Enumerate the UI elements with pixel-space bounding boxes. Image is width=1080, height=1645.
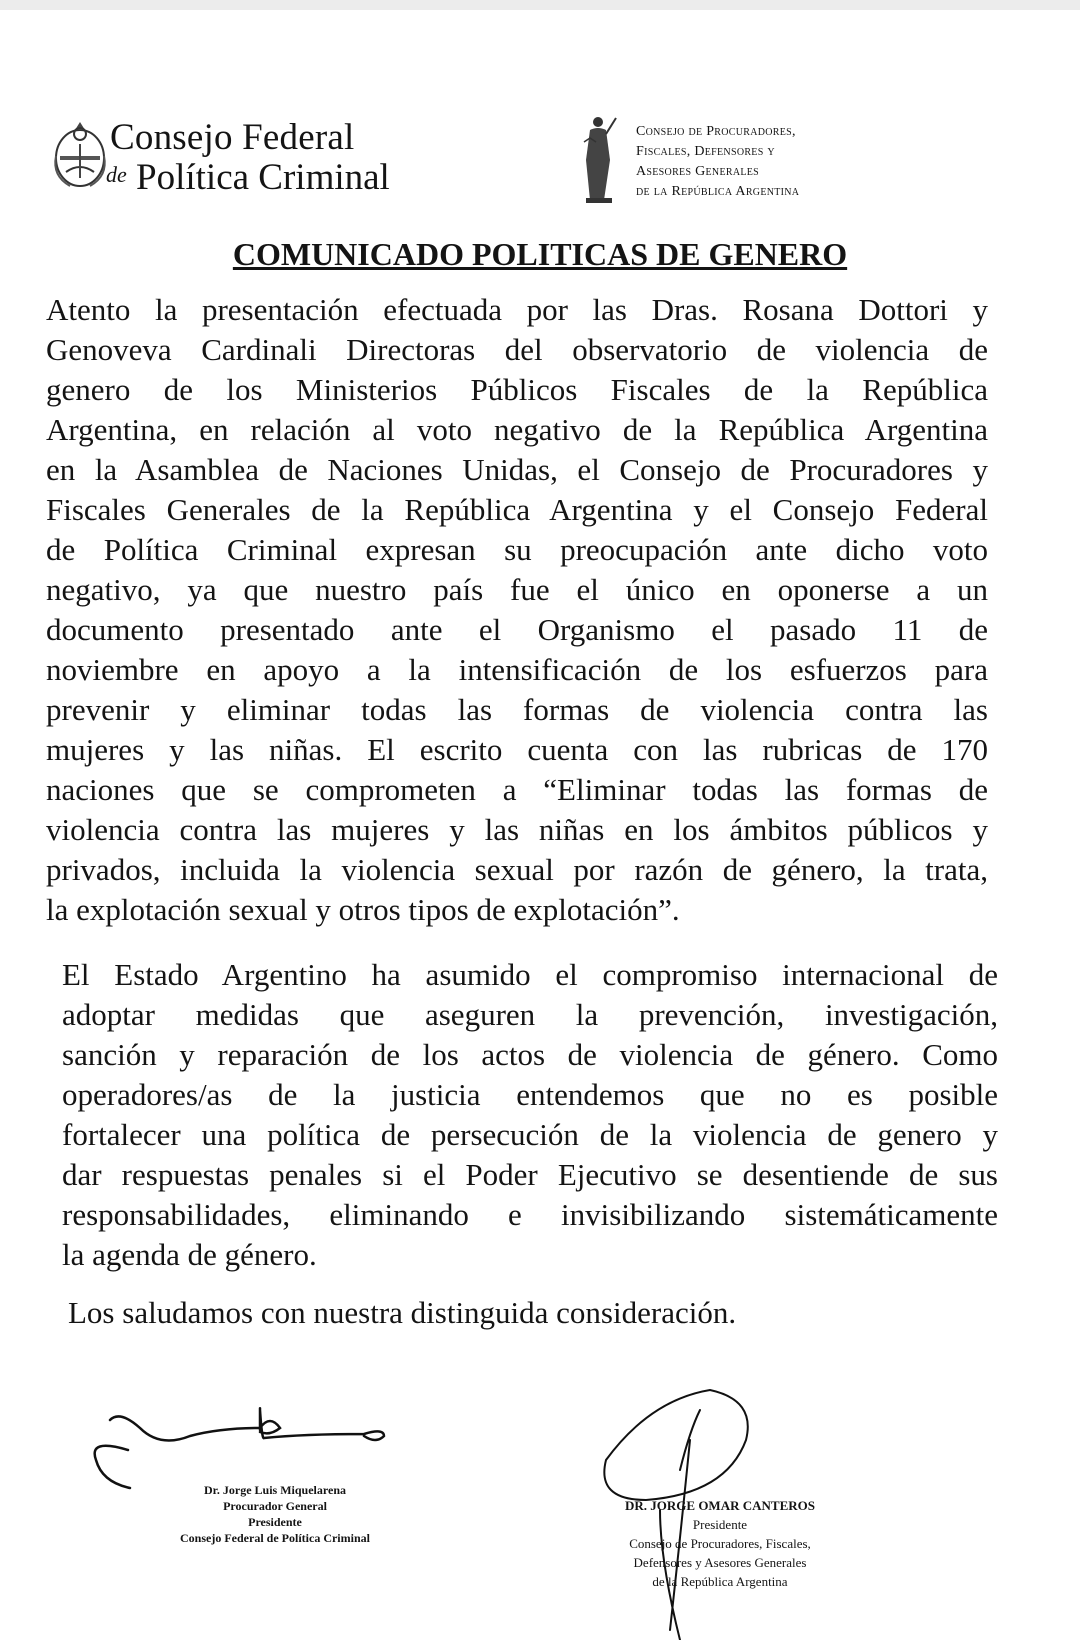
text-line: la agenda de género. <box>62 1237 317 1272</box>
text-line: prevenir y eliminar todas las formas de violencia contra las <box>46 692 988 727</box>
text-line: fortalecer una política de persecución de la violencia de genero y <box>62 1117 998 1152</box>
text-line: violencia contra las mujeres y las niñas en los ámbitos públicos y <box>46 812 988 847</box>
org-right-text <box>636 122 799 202</box>
text-line: dar respuestas penales si el Poder Ejecutivo se desentiende de sus <box>62 1157 998 1192</box>
text-line: genero de los Ministerios Públicos Fiscales de la República <box>46 372 988 407</box>
signer-1-role: Procurador General <box>223 1499 327 1513</box>
logo-consejo-procuradores <box>580 112 860 207</box>
text-line: negativo, ya que nuestro país fue el único en oponerse a un <box>46 572 988 607</box>
org-name-line1: Consejo Federal <box>110 117 355 158</box>
org-right-line: Consejo de Procuradores, <box>636 124 796 139</box>
signer-1-name: Dr. Jorge Luis Miquelarena <box>203 1483 346 1497</box>
logo-consejo-federal <box>50 110 430 200</box>
closing-line: Los saludamos con nuestra distinguida consideración. <box>68 1295 737 1330</box>
signer-1-title: Presidente <box>248 1515 302 1529</box>
text-line: adoptar medidas que aseguren la prevención, investigación, <box>62 997 998 1032</box>
signature-block-1 <box>80 1400 420 1545</box>
text-line: privados, incluida la violencia sexual por razón de género, la trata, <box>46 852 988 887</box>
signer-2-org-line3: de la República Argentina <box>652 1574 788 1589</box>
text-line: documento presentado ante el Organismo el pasado 11 de <box>46 612 988 647</box>
org-right-line: Asesores Generales <box>636 164 760 179</box>
top-strip <box>0 0 1080 10</box>
justice-statue-icon <box>580 112 620 204</box>
text-line: mujeres y las niñas. El escrito cuenta con las rubricas de 170 <box>46 732 988 767</box>
text-line: en la Asamblea de Naciones Unidas, el Consejo de Procuradores y <box>46 452 988 487</box>
text-line: responsabilidades, eliminando e invisibilizando sistemáticamente <box>62 1197 998 1232</box>
org-name-line2: Política Criminal <box>136 157 390 198</box>
text-line: Argentina, en relación al voto negativo de la República Argentina <box>46 412 988 447</box>
text-line: noviembre en apoyo a la intensificación de los esfuerzos para <box>46 652 988 687</box>
argentina-coat-of-arms-icon <box>50 116 110 190</box>
text-line: la explotación sexual y otros tipos de explotación”. <box>46 892 680 927</box>
org-right-line: Fiscales, Defensores y <box>636 144 775 159</box>
org-right-line: de la República Argentina <box>636 184 800 199</box>
text-line: sanción y reparación de los actos de violencia de género. Como <box>62 1037 998 1072</box>
document-title: COMUNICADO POLITICAS DE GENERO <box>232 236 848 272</box>
handwritten-signature-1 <box>80 1400 420 1490</box>
signer-2-title: Presidente <box>692 1517 748 1532</box>
signer-2-org-line1: Consejo de Procuradores, Fiscales, <box>629 1536 811 1551</box>
signer-1-org: Consejo Federal de Política Criminal <box>180 1531 370 1545</box>
signer-2-org-line2: Defensores y Asesores Generales <box>633 1555 807 1570</box>
text-line: naciones que se comprometen a “Eliminar todas las formas de <box>46 772 988 807</box>
paragraph-2 <box>62 955 998 1275</box>
signature-2-text <box>600 1496 840 1591</box>
signature-1-text <box>150 1482 400 1546</box>
text-line: Atento la presentación efectuada por las Dras. Rosana Dottori y <box>46 292 988 327</box>
text-line: Genoveva Cardinali Directoras del observatorio de violencia de <box>46 332 988 367</box>
text-line: operadores/as de la justicia entendemos que no es posible <box>62 1077 998 1112</box>
signer-2-name: DR. JORGE OMAR CANTEROS <box>625 1498 815 1513</box>
signature-block-2 <box>600 1380 860 1640</box>
text-line: de Política Criminal expresan su preocupación ante dicho voto <box>46 532 988 567</box>
org-name-prefix: de <box>106 162 127 187</box>
paragraph-1 <box>46 290 988 930</box>
text-line: El Estado Argentino ha asumido el compromiso internacional de <box>62 957 998 992</box>
text-line: Fiscales Generales de la República Argentina y el Consejo Federal <box>46 492 988 527</box>
